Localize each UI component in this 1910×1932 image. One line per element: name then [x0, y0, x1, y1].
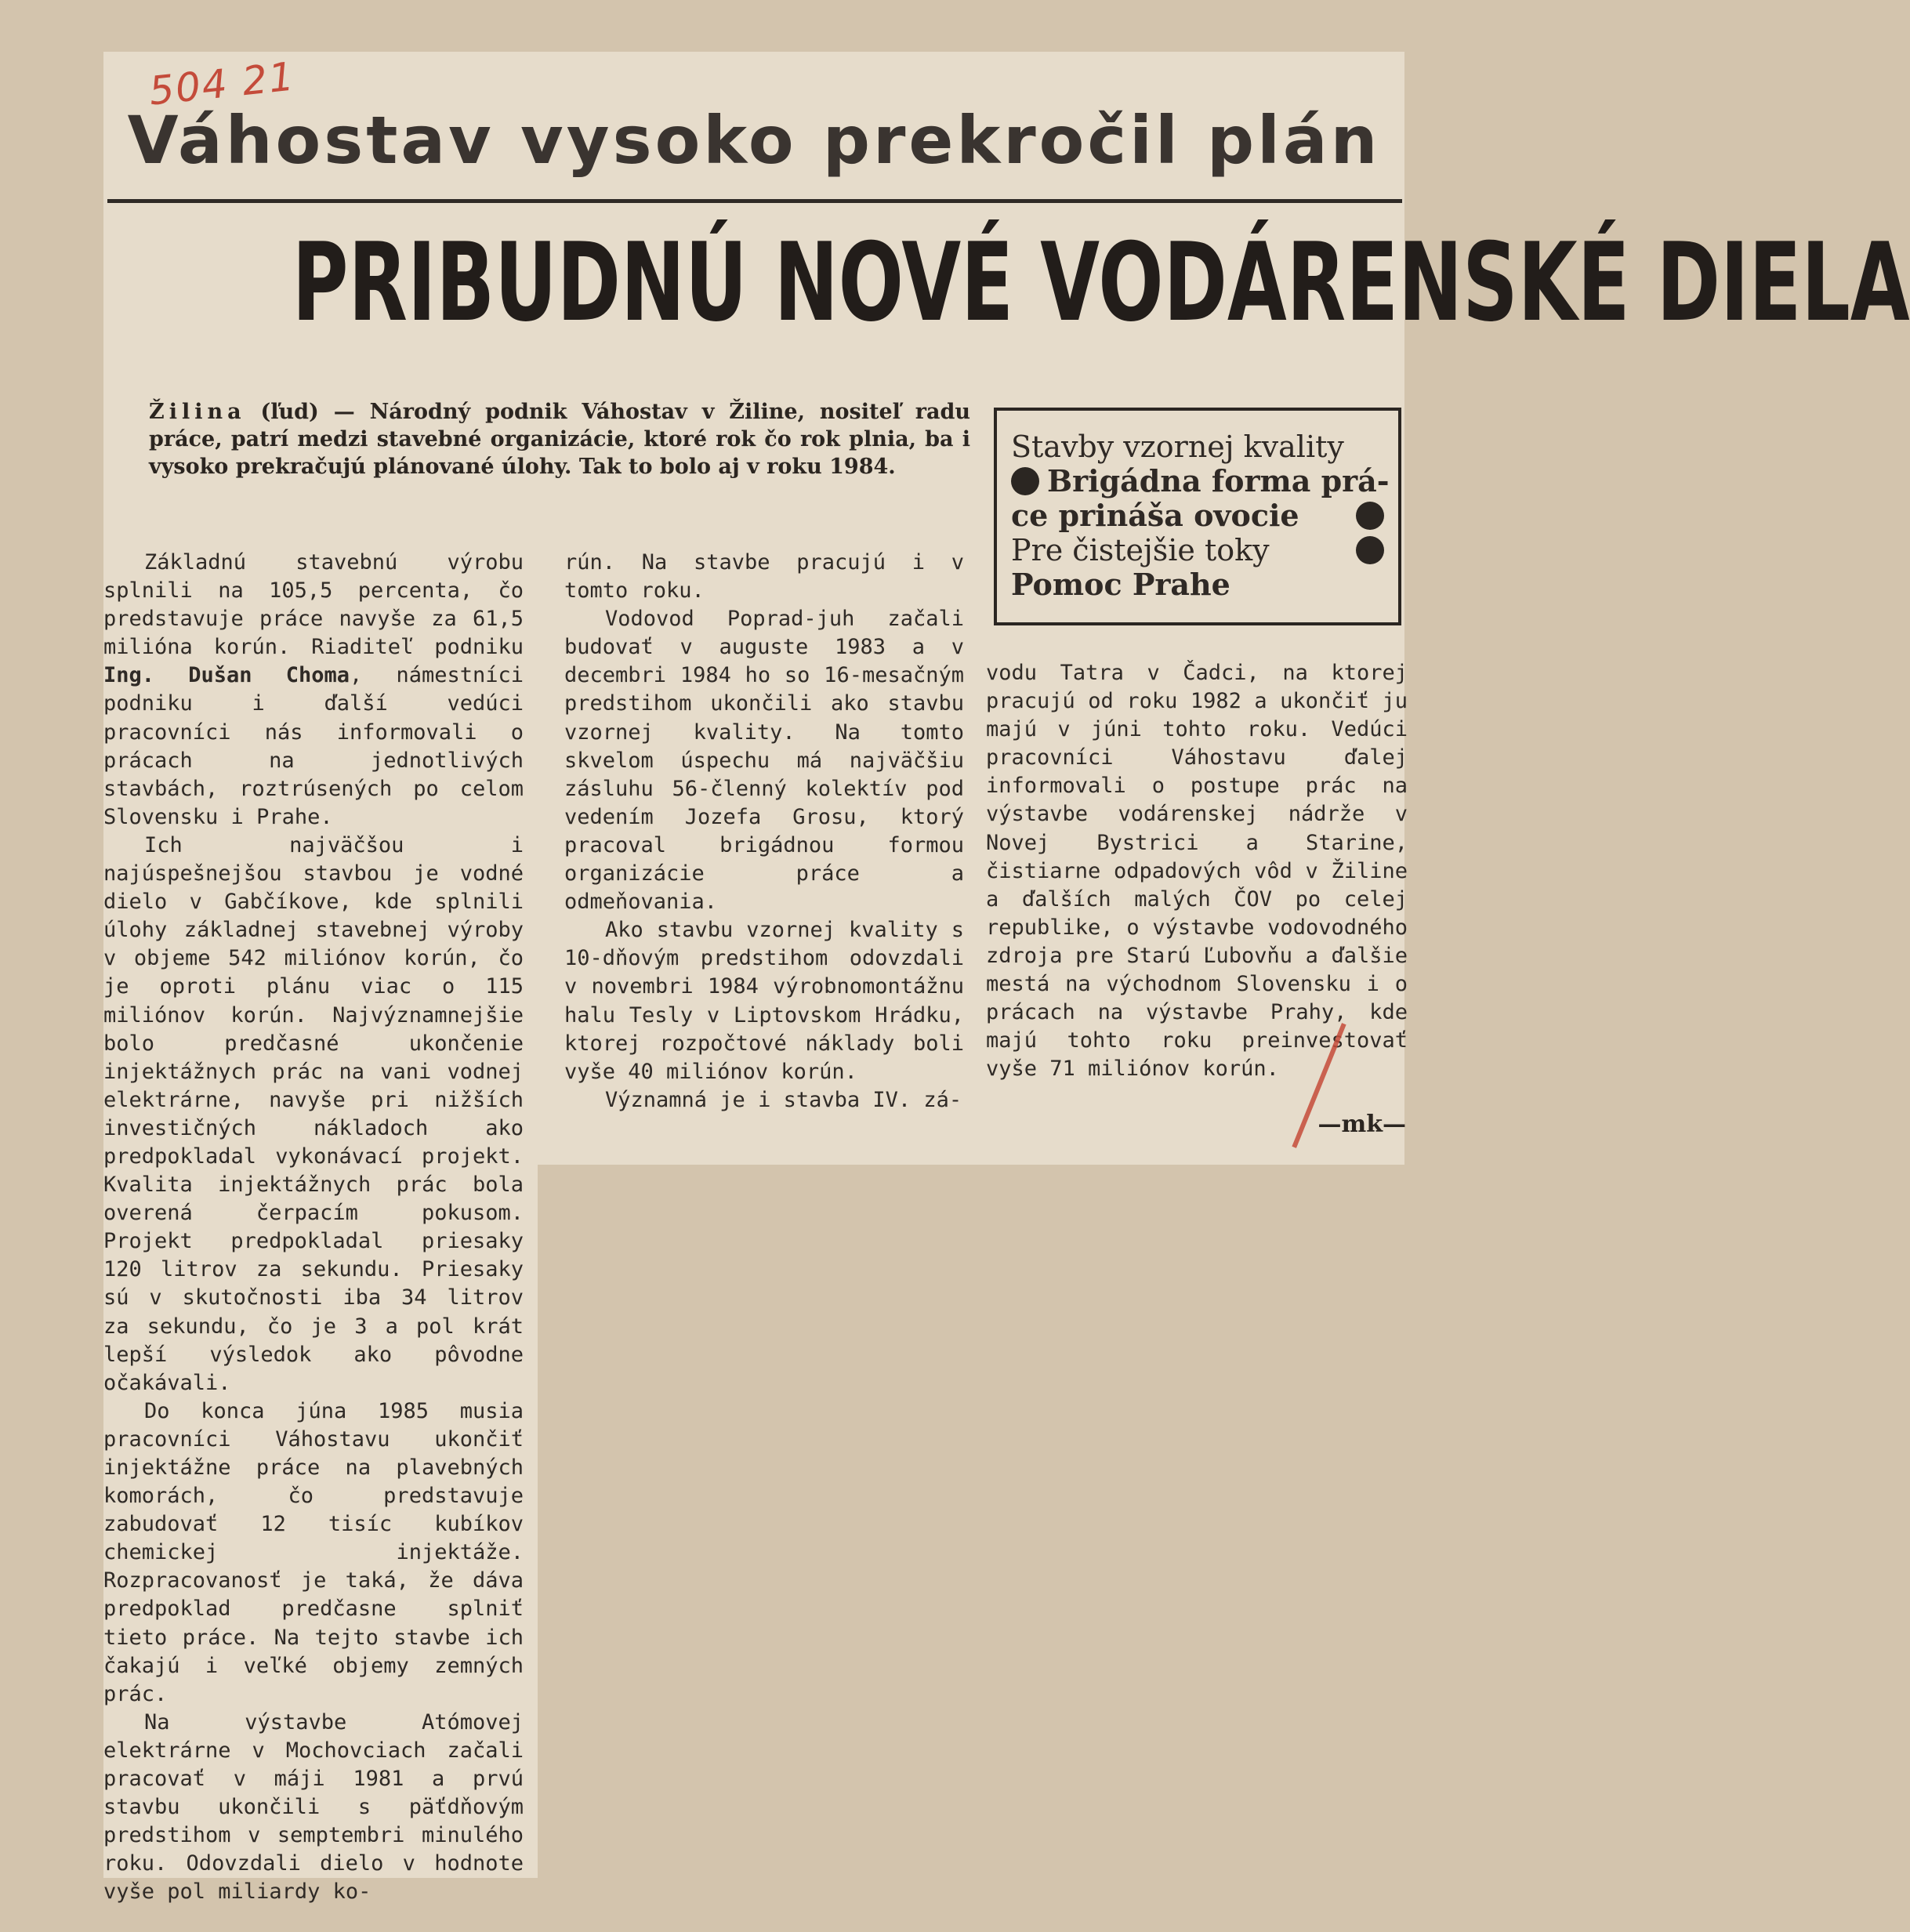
paragraph: Vodovod Poprad-juh začali budovať v auguste 1983 a v decembri 1984 ho so 16-mesačným predstihom ukončili ako stavbu vzornej kvality. Na tomto skvelom úspechu má najväčšiu zásluhu 56-členný kolektív pod vedením Jozefa Grosu, ktorý pracoval brigádnou formou organizácie práce a odmeňovania. [564, 607, 964, 915]
person-name: Ing. Dušan Choma [103, 663, 350, 688]
bullet-icon [1356, 536, 1384, 564]
article-column-1 [103, 549, 524, 1907]
box-item-brigade: Brigádna forma prá- [1011, 464, 1384, 498]
paragraph: Základnú stavebnú výrobu splnili na 105,5 percenta, čo predstavuje práce navyše za 61,5 milióna korún. Riaditeľ podniku Ing. Dušan Choma, námestníci podniku i ďalší vedúci pracovníci nás informovali o prácach na jednotlivých stavbách, roztrúsených po celom Slovensku i Prahe. [103, 550, 524, 829]
paragraph: Do konca júna 1985 musia pracovníci Váhostavu ukončiť injektážne práce na plavebných komorách, čo predstavuje zabudovať 12 tisíc kubíkov chemickej injektáže. Rozpracovanosť je taká, že dáva predpoklad predčasne splniť tieto práce. Na tejto stavbe ich čakajú i veľké objemy zemných prác. [103, 1398, 524, 1706]
box-item-brigade-cont: ce prináša ovocie [1011, 498, 1384, 533]
contents-box [994, 408, 1401, 625]
paragraph: Významná je i stavba IV. zá- [605, 1087, 962, 1112]
box-item-prague: Pomoc Prahe [1011, 567, 1230, 602]
lead-paragraph [149, 398, 970, 480]
paragraph: Ako stavbu vzornej kvality s 10-dňovým predstihom odovzdali v novembri 1984 výrobnomontážnu halu Tesly v Liptovskom Hrádku, ktorej rozpočtové náklady boli vyše 40 miliónov korún. [564, 918, 964, 1084]
paragraph: Ich najväčšou i najúspešnejšou stavbou je vodné dielo v Gabčíkove, kde splnili úlohy základnej stavebnej výroby v objeme 542 miliónov korún, čo je oproti plánu viac o 115 miliónov korún. Najvýznamnejšie bolo predčasné ukončenie injektážnych prác na vani vodnej elektrárne, navyše pri nižších investičných nákladoch ako predpokladal vykonávací projekt. Kvalita injektážnych prác bola overená čerpacím pokusom. Projekt predpokladal priesaky 120 litrov za sekundu. Priesaky sú v skutočnosti iba 34 litrov za sekundu, čo je 3 a pol krát lepší výsledok ako pôvodne očakávali. [103, 832, 524, 1395]
bullet-icon [1011, 467, 1039, 495]
paragraph: Na výstavbe Atómovej elektrárne v Mochovciach začali pracovať v máji 1981 a prvú stavbu ukončili s päťdňovým predstihom v semptembri minulého roku. Odovzdali dielo v hodnote vyše pol miliardy ko- [103, 1709, 524, 1905]
paragraph: vodu Tatra v Čadci, na ktorej pracujú od roku 1982 a ukončiť ju majú v júni tohto roku. Vedúci pracovníci Váhostavu ďalej informovali o postupe prác na výstavbe vodárenskej nádrže v Novej Bystrici a Starine, čistiarne odpadových vôd v Žiline a ďalších malých ČOV po celej republike, o výstavbe vodovodného zdroja pre Starú Ľubovňu a ďalšie mestá na východnom Slovensku i o prácach na výstavbe Prahy, kde majú tohto roku preinvestovať vyše 71 miliónov korún. [986, 661, 1408, 1082]
lead-dateline: Žilina [149, 400, 246, 424]
author-signature: —mk— [1317, 1111, 1406, 1138]
article-column-3 [986, 659, 1408, 1083]
article-column-2 [564, 549, 964, 1115]
headline-rule [107, 199, 1402, 203]
paragraph: rún. Na stavbe pracujú i v tomto roku. [564, 550, 964, 604]
handwritten-archive-number: 504 21 [147, 53, 298, 114]
main-headline: PRIBUDNÚ NOVÉ VODÁRENSKÉ DIELA [292, 219, 1910, 346]
kicker-headline: Váhostav vysoko prekročil plán [127, 102, 1381, 179]
lead-text: (ľud) — Národný podnik Váhostav v Žiline, nositeľ radu práce, patrí medzi stavebné organizácie, ktoré rok čo rok plnia, ba i vysoko prekračujú plánované úlohy. Tak to bolo aj v roku 1984. [149, 400, 970, 479]
box-item-quality: Stavby vzornej kvality [1011, 430, 1344, 464]
bullet-icon [1356, 502, 1384, 530]
box-item-cleaner-rivers: Pre čistejšie toky [1011, 533, 1384, 567]
